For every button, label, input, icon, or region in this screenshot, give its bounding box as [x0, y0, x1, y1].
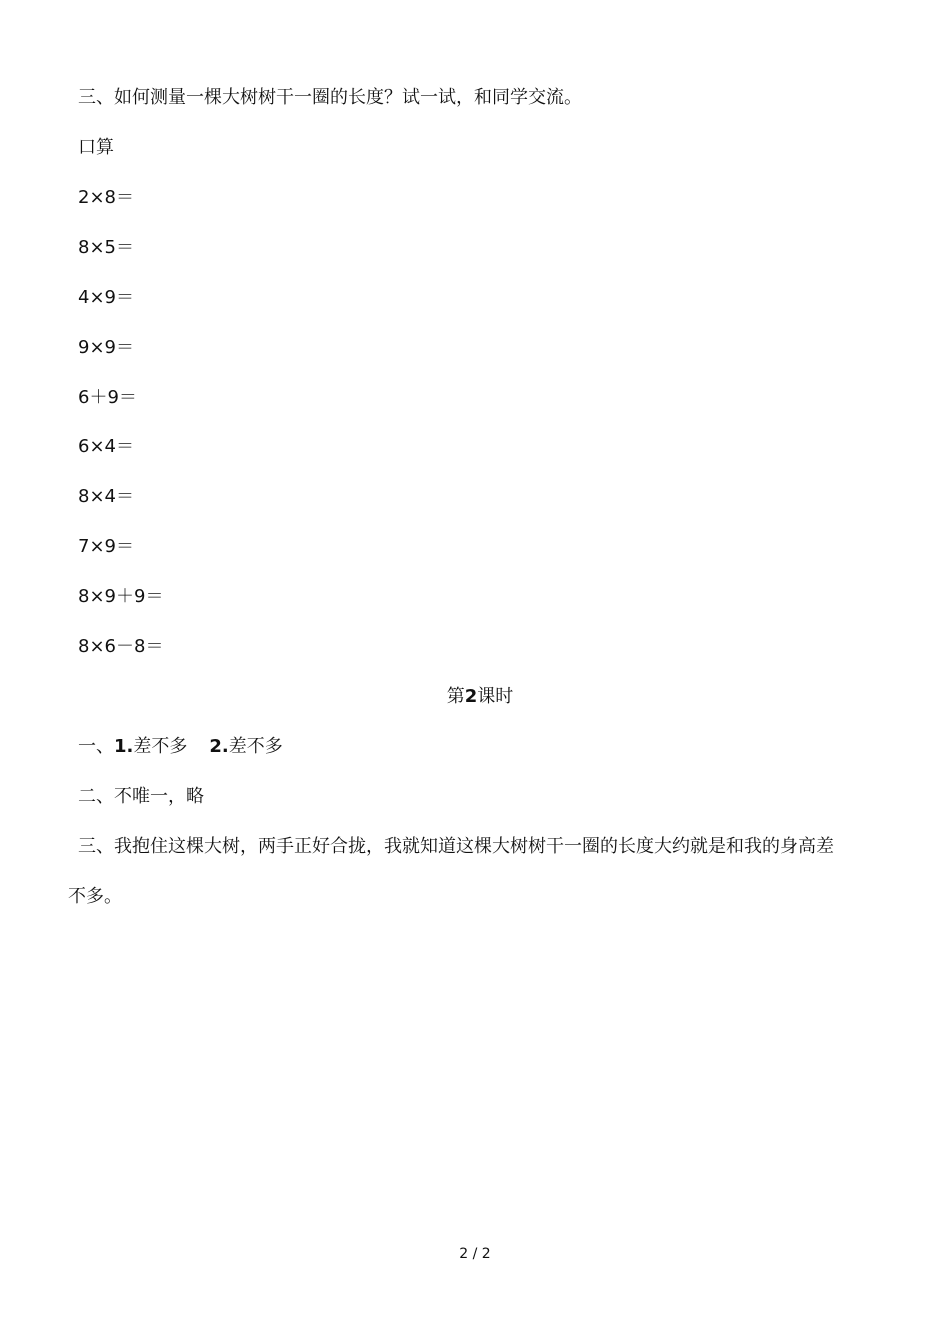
page-number: 2 / 2	[459, 1246, 491, 1262]
lesson-heading-suffix: 课时	[477, 686, 514, 707]
answer-one-num1: 1.	[114, 736, 134, 757]
question-three: 三、如何测量一棵大树树干一圈的长度？试一试，和同学交流。	[78, 87, 582, 108]
oral-calc-item: 4×9＝	[78, 287, 134, 308]
oral-calc-title: 口算	[78, 137, 114, 158]
answer-one-text1: 差不多	[133, 736, 188, 757]
oral-calc-item: 8×4＝	[78, 486, 134, 507]
answer-one-label: 一、	[78, 736, 114, 757]
lesson-heading	[0, 685, 950, 709]
answer-one-num2: 2.	[209, 736, 229, 757]
oral-calc-item: 6×4＝	[78, 436, 134, 457]
lesson-heading-prefix: 第	[446, 686, 465, 707]
oral-calc-item: 6＋9＝	[78, 387, 137, 408]
oral-calc-item: 2×8＝	[78, 187, 134, 208]
oral-calc-item: 8×5＝	[78, 237, 134, 258]
oral-calc-item: 7×9＝	[78, 536, 134, 557]
answer-three-line2: 不多。	[68, 886, 122, 907]
oral-calc-item: 8×9＋9＝	[78, 586, 164, 607]
answer-three-line1: 三、我抱住这棵大树，两手正好合拢，我就知道这棵大树树干一圈的长度大约就是和我的身高差	[78, 836, 834, 857]
oral-calc-item: 8×6－8＝	[78, 636, 164, 657]
answer-one-text2: 差不多	[228, 736, 283, 757]
oral-calc-item: 9×9＝	[78, 337, 134, 358]
lesson-heading-number: 2	[464, 686, 478, 707]
answer-one	[78, 735, 283, 759]
answer-two: 二、不唯一，略	[78, 786, 204, 807]
